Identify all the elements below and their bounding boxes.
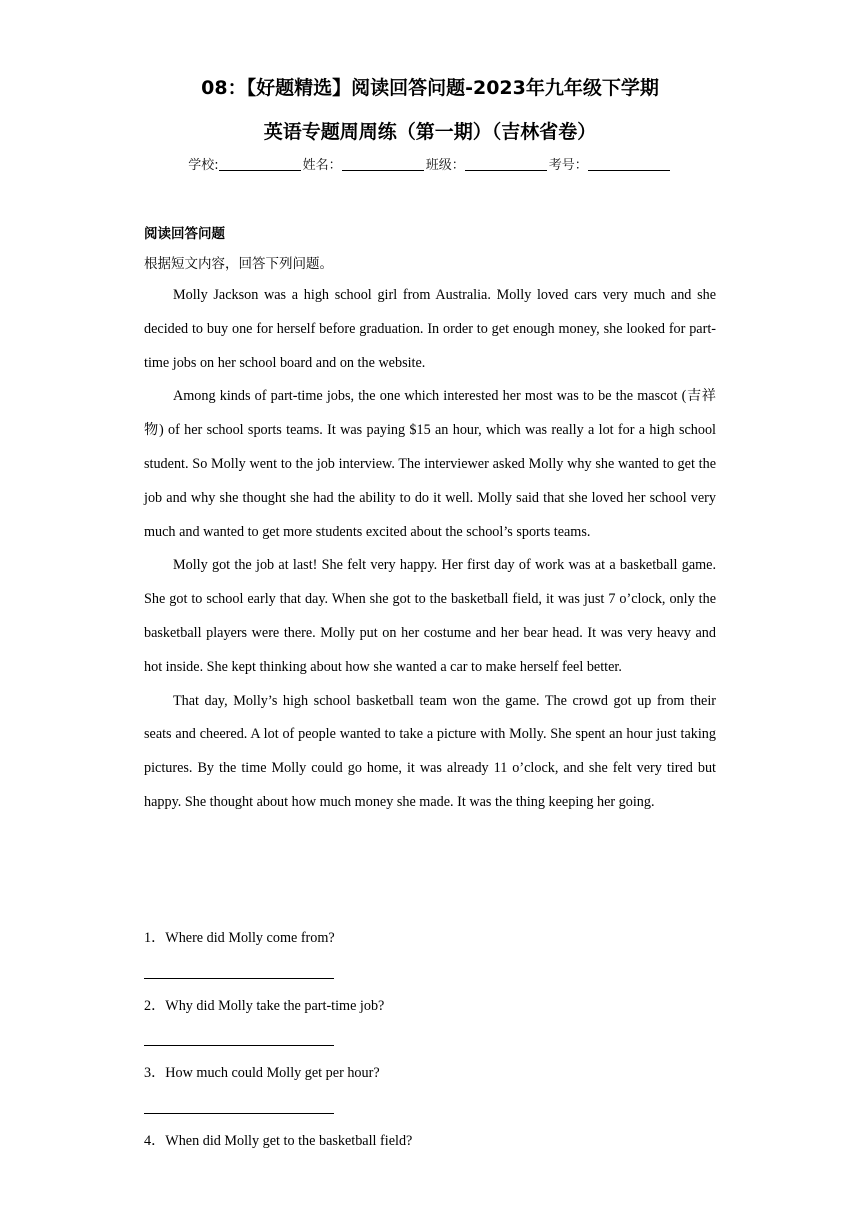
name-label: 姓名： [302,158,342,173]
question-number: 3． [144,1065,166,1082]
question-item [144,1125,716,1159]
reading-passage [144,279,716,820]
question-item [144,1057,716,1091]
exam-number-label: 考号： [548,158,588,173]
class-blank[interactable] [465,156,547,171]
passage-paragraph: Among kinds of part-time jobs, the one which interested her most was to be the mascot (吉祥物) of her school sports teams. It was paying $15 an hour, which was really a lot for a high school student. So Molly went to the job interview. The interviewer asked Molly why she wanted to get the job and why she thought she had the ability to do it well. Molly said that she loved her school very much and wanted to get more students excited about the school’s sports teams. [144,388,716,540]
passage-paragraph: Molly got the job at last! She felt very happy. Her first day of work was at a basketball game. She got to school early that day. When she got to the basketball field, it was just 7 o’clock, only the basketball players were there. Molly put on her costume and her bear head. It was very heavy and hot inside. She kept thinking about how she wanted a car to make herself feel better. [144,557,716,675]
question-number: 1． [144,930,166,946]
name-blank[interactable] [342,156,424,171]
question-list [144,922,716,1159]
student-info-row [0,156,860,176]
page-title-line-1: 08：【好题精选】阅读回答问题-2023年九年级下学期 [201,77,659,99]
passage-paragraph: Molly Jackson was a high school girl from Australia. Molly loved cars very much and she decided to buy one for herself before graduation. In order to get enough money, she looked for part-time jobs on her school board and on the website. [144,287,716,371]
section-instruction: 根据短文内容，回答下列问题。 [144,256,333,272]
question-number: 2． [144,997,166,1014]
school-blank[interactable] [219,156,301,171]
passage-paragraph: That day, Molly’s high school basketball team won the game. The crowd got up from their seats and cheered. A lot of people wanted to take a picture with Molly. She spent an hour just taking pictures. By the time Molly could go home, it was already 11 o’clock, and she felt very tired but happy. She thought about how much money she made. It was the thing keeping her going. [144,692,716,810]
answer-line[interactable] [144,956,716,990]
question-number: 4． [144,1132,166,1149]
section-heading: 阅读回答问题 [144,226,225,242]
class-label: 班级： [425,158,465,173]
answer-line[interactable] [144,1091,716,1125]
school-label: 学校: [188,158,219,173]
question-text: How much could Molly get per hour? [165,1065,380,1082]
answer-line[interactable] [144,1023,716,1057]
page-title-line-2: 英语专题周周练（第一期）（吉林省卷） [263,121,597,143]
question-item [144,922,716,956]
question-text: Where did Molly come from? [165,930,335,946]
question-text: Why did Molly take the part-time job? [165,997,385,1014]
exam-number-blank[interactable] [588,156,670,171]
question-text: When did Molly get to the basketball field? [165,1132,413,1149]
question-item [144,990,716,1024]
